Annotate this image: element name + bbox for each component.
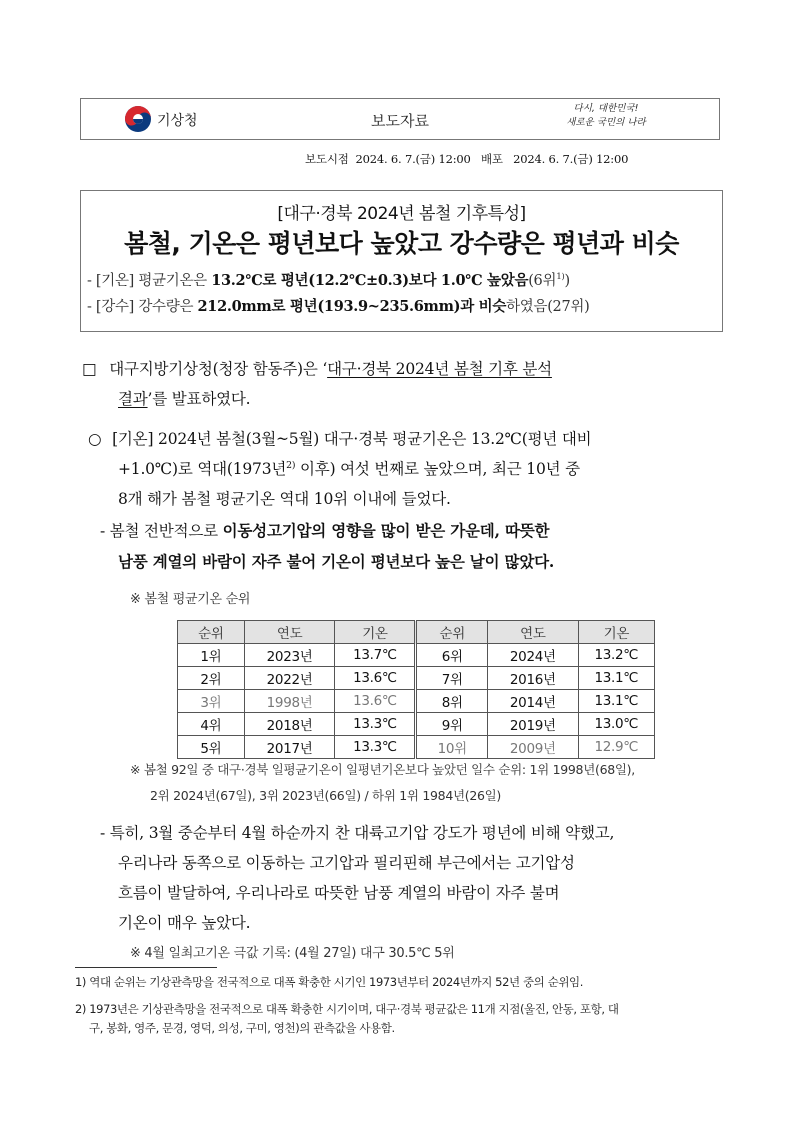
col-header-temp: 기온 xyxy=(335,621,416,644)
col-header-temp: 기온 xyxy=(578,621,654,644)
cell-temp: 13.0℃ xyxy=(578,713,654,736)
summary-temperature xyxy=(87,269,570,290)
temp-line-2 xyxy=(118,454,580,484)
summary-temp-close: ) xyxy=(564,273,570,289)
temp-line-1 xyxy=(88,424,591,454)
cell-year: 2009년 xyxy=(488,736,579,759)
cell-year: 2019년 xyxy=(488,713,579,736)
dash1-text: - 봄철 전반적으로 xyxy=(100,522,223,540)
cell-rank: 1위 xyxy=(178,644,245,667)
cell-year: 2022년 xyxy=(244,667,335,690)
spring-temp-rank-table xyxy=(177,620,655,759)
footnote-divider xyxy=(75,967,217,968)
main-title: 봄철, 기온은 평년보다 높았고 강수량은 평년과 비슷 xyxy=(124,229,679,258)
footnote-2-line-1: 2) 1973년은 기상관측망을 전국적으로 대폭 확충한 시기이며, 대구·경북 평균값은 11개 지점(울진, 안동, 포항, 대 xyxy=(75,1002,619,1016)
cell-temp: 13.6℃ xyxy=(335,690,416,713)
slogan-line: 새로운 국민의 나라 xyxy=(566,117,646,128)
header-box xyxy=(80,98,720,140)
cell-rank: 6위 xyxy=(416,644,488,667)
footnote-ref: 1) xyxy=(556,272,565,283)
table-row xyxy=(178,644,655,667)
slogan xyxy=(551,102,661,130)
cell-rank: 8위 xyxy=(416,690,488,713)
table-row xyxy=(178,736,655,759)
col-header-year: 연도 xyxy=(488,621,579,644)
summary-rain-prefix: - [강수] 강수량은 xyxy=(87,299,198,315)
days-note-line-2: 2위 2024년(67일), 3위 2023년(66일) / 하위 1위 1984년(26일) xyxy=(150,788,501,803)
footnote-1: 1) 역대 순위는 기상관측망을 전국적으로 대폭 확충한 시기인 1973년부터 2024년까지 52년 중의 순위임. xyxy=(75,975,584,989)
intro-line-2 xyxy=(118,384,250,414)
cell-year: 2016년 xyxy=(488,667,579,690)
cell-year: 2014년 xyxy=(488,690,579,713)
cell-rank: 3위 xyxy=(178,690,245,713)
col-header-year: 연도 xyxy=(244,621,335,644)
cell-rank: 5위 xyxy=(178,736,245,759)
release-time: 보도시점 2024. 6. 7.(금) 12:00 배포 2024. 6. 7.(금) 12:00 xyxy=(305,152,629,166)
record-note: ※ 4월 일최고기온 극값 기록: (4월 27일) 대구 30.5℃ 5위 xyxy=(130,946,455,961)
days-note-line-1: ※ 봄철 92일 중 대구·경북 일평균기온이 일평년기온보다 높았던 일수 순위: 1위 1998년(68일), xyxy=(130,762,635,777)
cell-temp: 13.7℃ xyxy=(335,644,416,667)
cell-rank: 7위 xyxy=(416,667,488,690)
intro-text: 대구지방기상청(청장 함동주)은 ‘ xyxy=(109,360,328,378)
dash1-text-bold: 이동성고기압의 영향을 많이 받은 가운데, 따뜻한 xyxy=(222,521,550,540)
cell-temp: 13.1℃ xyxy=(578,690,654,713)
cell-temp: 13.2℃ xyxy=(578,644,654,667)
temp-text: +1.0℃)로 역대(1973년 xyxy=(118,460,287,478)
cell-year: 2017년 xyxy=(244,736,335,759)
table-row xyxy=(178,667,655,690)
cell-temp: 13.3℃ xyxy=(335,736,416,759)
dash2-line-1: - 특히, 3월 중순부터 4월 하순까지 찬 대륙고기압 강도가 평년에 비해 약했고, xyxy=(100,824,615,842)
cell-year: 2024년 xyxy=(488,644,579,667)
summary-rain-bold: 212.0mm로 평년(193.9~235.6mm)과 비슷 xyxy=(197,298,507,315)
report-title-underlined: 대구·경북 2024년 봄철 기후 분석 xyxy=(327,360,552,378)
intro-line-1 xyxy=(82,354,552,384)
table-row xyxy=(178,690,655,713)
cell-temp: 13.1℃ xyxy=(578,667,654,690)
sub-title: [대구·경북 2024년 봄철 기후특성] xyxy=(277,204,526,224)
cell-rank: 10위 xyxy=(416,736,488,759)
org-name: 기상청 xyxy=(157,113,198,129)
dash2-line-2: 우리나라 동쪽으로 이동하는 고기압과 필리핀해 부근에서는 고기압성 xyxy=(118,854,575,872)
temp-text: [기온] 2024년 봄철(3월~5월) 대구·경북 평균기온은 13.2℃(평년 대비 xyxy=(112,430,592,448)
square-bullet-icon: □ xyxy=(82,360,97,378)
dash1-line-1 xyxy=(100,516,549,546)
summary-temp-bold: 13.2℃로 평년(12.2℃±0.3)보다 1.0℃ 높았음 xyxy=(211,272,529,289)
report-title-underlined: 결과 xyxy=(118,390,148,408)
dash1-line-2: 남풍 계열의 바람이 자주 불어 기온이 평년보다 높은 날이 많았다. xyxy=(118,552,555,571)
cell-rank: 4위 xyxy=(178,713,245,736)
summary-box xyxy=(80,190,723,332)
cell-year: 2018년 xyxy=(244,713,335,736)
col-header-rank: 순위 xyxy=(178,621,245,644)
cell-year: 2023년 xyxy=(244,644,335,667)
cell-temp: 13.6℃ xyxy=(335,667,416,690)
cell-rank: 2위 xyxy=(178,667,245,690)
intro-text: ’를 발표하였다. xyxy=(147,390,251,408)
footnote-2-line-2: 구, 봉화, 영주, 문경, 영덕, 의성, 구미, 영천)의 관측값을 사용함. xyxy=(89,1021,395,1035)
cell-temp: 13.3℃ xyxy=(335,713,416,736)
temp-text: 이후) 여섯 번째로 높았으며, 최근 10년 중 xyxy=(295,460,580,478)
slogan-line: 다시, 대한민국! xyxy=(573,103,639,114)
summary-rain-suffix: 하였음(27위) xyxy=(506,299,590,315)
circle-bullet-icon: ○ xyxy=(88,430,102,448)
table-header-row xyxy=(178,621,655,644)
temp-line-3: 8개 해가 봄철 평균기온 역대 10위 이내에 들었다. xyxy=(118,490,451,508)
table-caption: ※ 봄철 평균기온 순위 xyxy=(130,592,251,607)
cell-rank: 9위 xyxy=(416,713,488,736)
summary-temp-prefix: - [기온] 평균기온은 xyxy=(87,273,212,289)
table-row xyxy=(178,713,655,736)
summary-precipitation xyxy=(87,295,589,316)
dash2-line-4: 기온이 매우 높았다. xyxy=(118,914,251,932)
cell-temp: 12.9℃ xyxy=(578,736,654,759)
summary-temp-suffix: (6위 xyxy=(528,273,557,289)
footnote-ref: 2) xyxy=(286,459,296,471)
dash2-line-3: 흐름이 발달하여, 우리나라로 따뜻한 남풍 계열의 바람이 자주 불며 xyxy=(118,884,560,902)
cell-year: 1998년 xyxy=(244,690,335,713)
col-header-rank: 순위 xyxy=(416,621,488,644)
doc-type-title: 보도자료 xyxy=(371,112,429,130)
